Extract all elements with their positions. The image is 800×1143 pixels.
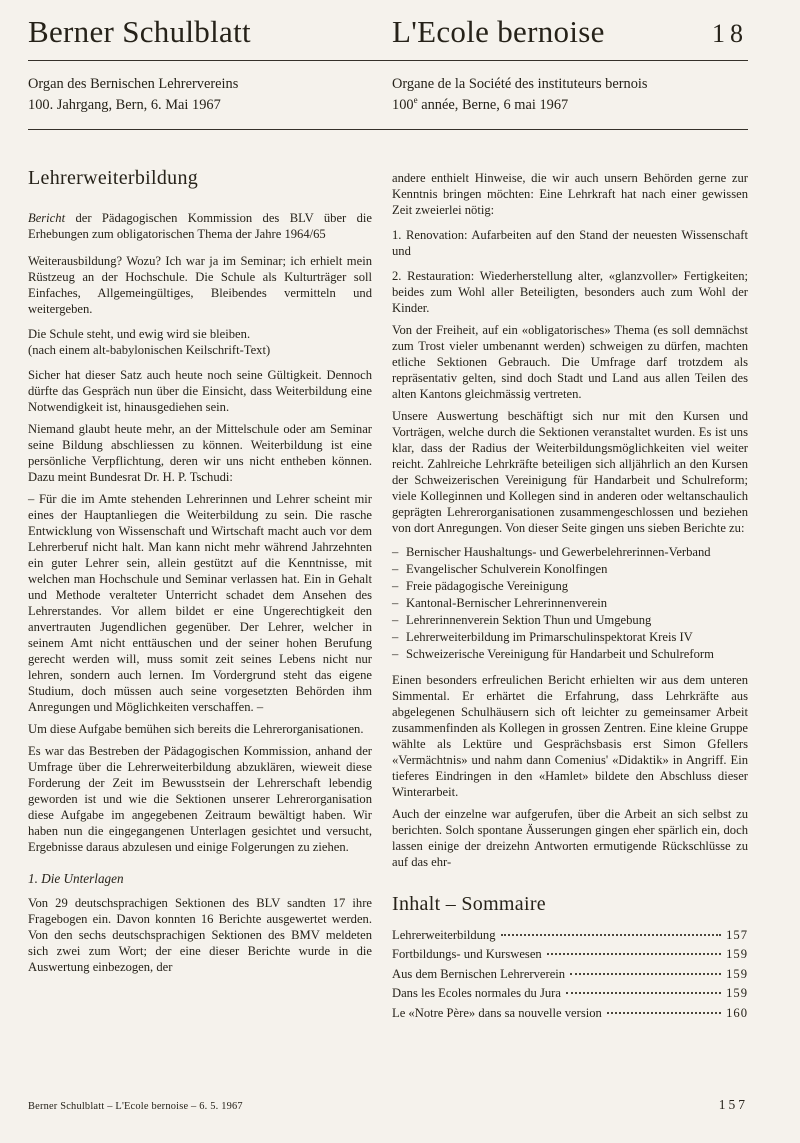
article-title: Lehrerweiterbildung <box>28 166 199 189</box>
journal-title-german: Berner Schulblatt <box>28 14 251 49</box>
numbered-item: 1. Renovation: Aufarbeiten auf den Stand der neuesten Wissenschaft und <box>392 227 748 258</box>
toc-entry-page: 160 <box>726 1005 748 1020</box>
toc-entry-label: Fortbildungs- und Kurswesen <box>392 947 542 962</box>
toc-entry <box>392 984 748 1004</box>
paragraph: Um diese Aufgabe bemühen sich bereits die Lehrerorganisationen. <box>28 721 364 736</box>
lead-italic-word: Bericht <box>28 210 66 225</box>
toc-entry <box>392 945 748 965</box>
page-footer <box>28 1097 748 1113</box>
toc-entry-label: Dans les Ecoles normales du Jura <box>392 986 561 1001</box>
imprint-french <box>392 74 748 117</box>
list-item: – Evangelischer Schulverein Konolfingen <box>392 561 748 577</box>
paragraph: – Für die im Amte stehenden Lehrerinnen und Lehrer scheint mir eines der Hauptanliegen die Weiterbildung zu sein. Die rasche Entwicklung von Wissenschaft und Wirtschaft macht auch vor dem Lehrerberuf nicht halt. Man kann nicht mehr während Jahrzehnten ein guter Lehrer sein, allein gestützt auf die Kenntnisse, mit welchen man Hochschule und Seminar verlassen hat. Ein in Gehalt und Methode veralteter Unterricht schadet dem Ansehen des Lehrerstandes. Vor allem bildet er eine Ungerechtigkeit den anvertrauten Jugendlichen gegenüber. Der Lehrer, welcher in seinem Amt nicht enttäuschen und der seiner hohen Berufung gerecht werden will, muss somit zeit seines Lebens nicht nur lehren, sondern auch lernen. Im Vordergrund steht das eigene Studium, doch müssen auch seine vorgesetzten Behörden ihm Anregungen und Möglichkeiten verschaffen. – <box>28 491 372 714</box>
toc-entry <box>392 926 748 946</box>
toc-dot-leader <box>566 992 721 994</box>
toc-entry-page: 159 <box>726 966 748 981</box>
toc-dot-leader <box>570 973 721 975</box>
toc-dot-leader <box>547 953 721 955</box>
imprint-fr-line1: Organe de la Société des instituteurs bernois <box>392 75 648 92</box>
journal-title-french: L'Ecole bernoise <box>392 14 605 49</box>
table-of-contents <box>392 926 748 1024</box>
article-lead <box>28 210 372 242</box>
quote-line-2: (nach einem alt-babylonischen Keilschrift-Text) <box>28 342 271 357</box>
left-column <box>28 166 372 1024</box>
paragraph: Es war das Bestreben der Pädagogischen Kommission, anhand der Umfrage über die Lehrerweiterbildung abzuklären, wieweit diese Forderung der Zeit im Bewusstsein der Lehrerschaft lebendig geworden ist und wie die Sektionen unserer Lehrerorganisation diese Aufgabe im angegebenen Zeitraum bewältigt haben. Wir haben nun die eingegangenen Unterlagen gesichtet und versucht, Ergebnisse daraus abzulesen und einige Folgerungen zu ziehen. <box>28 743 372 854</box>
list-item: – Schweizerische Vereinigung für Handarbeit und Schulreform <box>392 646 748 662</box>
toc-entry <box>392 1004 748 1024</box>
list-item: – Lehrerweiterbildung im Primarschulinspektorat Kreis IV <box>392 629 748 645</box>
quote-line-1: Die Schule steht, und ewig wird sie bleiben. <box>28 326 251 341</box>
imprint <box>28 74 748 117</box>
list-item: – Lehrerinnenverein Sektion Thun und Umgebung <box>392 612 748 628</box>
imprint-fr-superscript: e <box>413 95 418 106</box>
imprint-fr-volume: 100 <box>392 97 414 114</box>
list-item: – Kantonal-Bernischer Lehrerinnenverein <box>392 595 748 611</box>
article-body <box>28 166 748 1024</box>
paragraph: Sicher hat dieser Satz auch heute noch seine Gültigkeit. Dennoch dürfte das Gespräch nun über die Einsicht, dass Weiterbildung eine Notwendigkeit ist, hinausgediehen sein. <box>28 367 372 414</box>
toc-entry-page: 159 <box>726 986 748 1001</box>
toc-dot-leader <box>501 934 722 936</box>
lead-rest: der Pädagogischen Kommission des BLV über die Erhebungen zum obligatorischen Thema der Jahre 1964/65 <box>28 210 372 241</box>
divider-rule-top <box>28 60 748 61</box>
paragraph: Unsere Auswertung beschäftigt sich nur mit den Kursen und Vorträgen, welche durch die Sektionen veranstaltet wurden. Es ist uns klar, dass der Radius der Weiterbildungsmöglichkeiten viel weiter reicht. Zahlreiche Lehrkräfte beteiligen sich alljährlich an den Kursen der Schweizerischen Vereinigung für Handarbeit und Schulreform; viele Kolleginnen und Kollegen sind in anderen oder weltanschaulich geprägten Lehrerorganisationen zusammengeschlossen und beziehen von dort Anregungen. Von dieser Seite gingen uns sieben Berichte zu: <box>392 408 748 535</box>
toc-entry-label: Lehrerweiterbildung <box>392 927 496 942</box>
issue-number: 18 <box>712 19 748 48</box>
paragraph: Von der Freiheit, auf ein «obligatorisches» Thema (es soll demnächst zum Trost vieler umbenannt werden) schweigen zu dürfen, machten etliche Sektionen Gebrauch. Die Umfrage darf trotzdem als repräsentativ gelten, sind doch Stadt und Land aus allen Teilen des alten Kantons gleichmässig vertreten. <box>392 322 748 401</box>
paragraph: Auch der einzelne war aufgerufen, über die Arbeit an sich selbst zu berichten. Solch spontane Äusserungen gingen eher spärlich ein, doch lassen einige der dreizehn Antworten ermutigende Rückschlüsse zu auf das ehr- <box>392 806 748 869</box>
organization-list <box>392 544 748 662</box>
imprint-fr-date: année, Berne, 6 mai 1967 <box>417 97 569 114</box>
quote-block <box>28 326 372 358</box>
masthead <box>28 14 748 50</box>
numbered-item: 2. Restauration: Wiederherstellung alter, «glanzvoller» Fertigkeiten; beides zum Wohl aller Beteiligten, besonders auch zum Wohl der Kinder. <box>392 268 748 315</box>
toc-dot-leader <box>607 1012 721 1014</box>
toc-entry-label: Le «Notre Père» dans sa nouvelle version <box>392 1005 602 1020</box>
divider-rule-bottom <box>28 129 748 130</box>
list-item: – Bernischer Haushaltungs- und Gewerbelehrerinnen-Verband <box>392 544 748 560</box>
imprint-de-line2: 100. Jahrgang, Bern, 6. Mai 1967 <box>28 97 221 114</box>
page-number: 157 <box>718 1097 748 1112</box>
toc-entry <box>392 965 748 985</box>
imprint-de-line1: Organ des Bernischen Lehrervereins <box>28 75 239 92</box>
imprint-fr-line2 <box>392 95 748 117</box>
paragraph: andere enthielt Hinweise, die wir auch unsern Behörden gerne zur Kenntnis bringen möchten: Eine Lehrkraft hat nach einer gewissen Zeit zweierlei nötig: <box>392 170 748 217</box>
running-title: Berner Schulblatt – L'Ecole bernoise – 6. 5. 1967 <box>28 1101 243 1112</box>
list-item: – Freie pädagogische Vereinigung <box>392 578 748 594</box>
paragraph: Einen besonders erfreulichen Bericht erhielten wir aus dem unteren Simmental. Er erhärtet die Erfahrung, dass Lehrkräfte aus abgelegenen Schulhäusern sich oft leichter zu gemeinsamer Arbeit zusammenfinden als Kollegen in grossen Zentren. Eine kleine Gruppe wählte als Lektüre und Gesprächsbasis erst Simon Gfellers «Vermächtnis» und nahm dann Comenius' «Didaktik» in Angriff. Ein tieferes Eindringen in den «Hamlet» bildete den Abschluss dieser Winterarbeit. <box>392 672 748 799</box>
paragraph: Weiterausbildung? Wozu? Ich war ja im Seminar; ich erhielt mein Rüstzeug an der Hochschule. Die Schule als Kulturträger soll Einfaches, Allgemeingültiges, Bleibendes vermitteln und weitergeben. <box>28 253 372 316</box>
paragraph: Niemand glaubt heute mehr, an der Mittelschule oder am Seminar seine Bildung abschliessen zu können. Weiterbildung ist eine persönliche Verpflichtung, deren wir uns nicht entheben können. Dazu meint Bundesrat Dr. H. P. Tschudi: <box>28 421 372 484</box>
imprint-german <box>28 74 372 117</box>
right-column <box>392 170 748 1024</box>
toc-title: Inhalt – Sommaire <box>392 892 546 915</box>
toc-entry-label: Aus dem Bernischen Lehrerverein <box>392 966 566 981</box>
masthead-right <box>392 14 748 50</box>
paragraph: Von 29 deutschsprachigen Sektionen des BLV sandten 17 ihre Fragebogen ein. Davon konnten 16 Berichte ausgewertet werden. Von den sechs deutschsprachigen Sektionen des BMV meldeten sich zwei zum Wort; der eine dieser Berichte wurde in die Auswertung einbezogen, der <box>28 895 372 974</box>
toc-entry-page: 157 <box>726 927 748 942</box>
section-subheading: 1. Die Unterlagen <box>28 870 124 886</box>
toc-entry-page: 159 <box>726 947 748 962</box>
